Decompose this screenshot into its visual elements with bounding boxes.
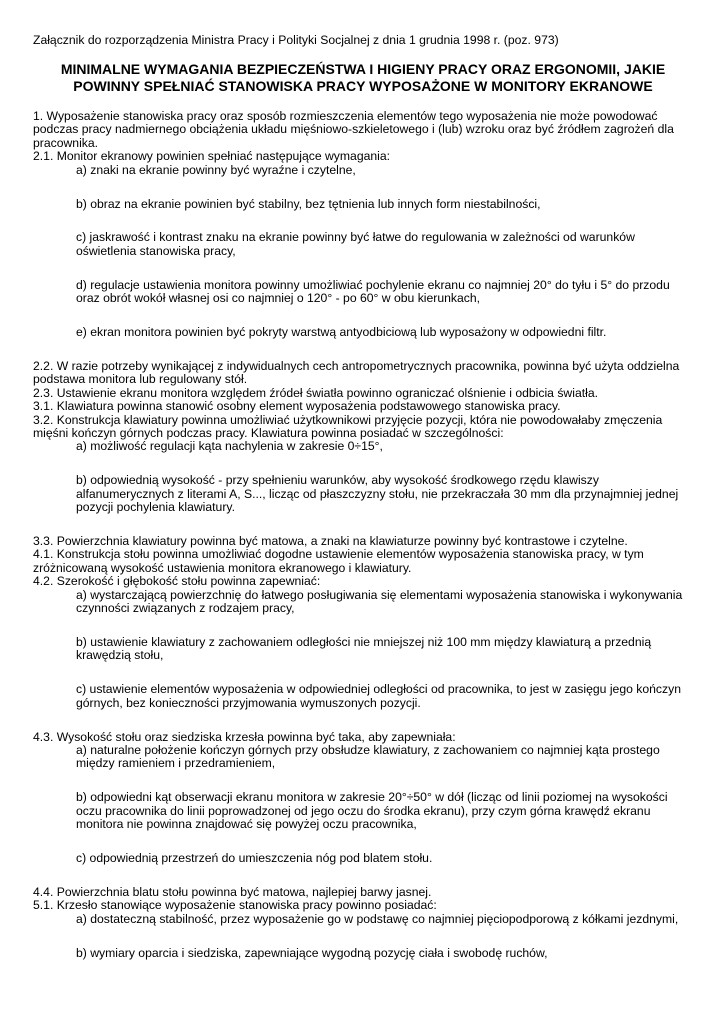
section-4-2-item-b: b) ustawienie klawiatury z zachowaniem odległości nie mniejszej niż 100 mm między klawiaturą a przednią krawędzią stołu,: [76, 634, 652, 663]
section-4-4: 4.4. Powierzchnia blatu stołu powinna być matowa, najlepiej barwy jasnej.: [33, 884, 432, 899]
section-5-1-item-b: b) wymiary oparcia i siedziska, zapewniające wygodną pozycję ciała i swobodę ruchów,: [76, 945, 548, 960]
section-1: 1. Wyposażenie stanowiska pracy oraz sposób rozmieszczenia elementów tego wyposażenia nie może powodować podczas pracy nadmiernego obciążenia układu mięśniowo-szkieletowego i (lub) wzroku oraz być źródłem zagrożeń dla pracownika.: [33, 109, 674, 150]
section-3-3: 3.3. Powierzchnia klawiatury powinna być matowa, a znaki na klawiaturze powinny być kontrastowe i czytelne.: [33, 534, 628, 549]
section-5-1: 5.1. Krzesło stanowiące wyposażenie stanowiska pracy powinno posiadać:: [33, 898, 437, 913]
section-2-1-item-a: a) znaki na ekranie powinny być wyraźne i czytelne,: [76, 162, 356, 177]
section-2-1: 2.1. Monitor ekranowy powinien spełniać następujące wymagania:: [33, 149, 391, 164]
section-5-1-item-a: a) dostateczną stabilność, przez wyposażenie go w podstawę co najmniej pięciopodporową z kółkami jezdnymi,: [76, 911, 679, 926]
section-2-1-item-b: b) obraz na ekranie powinien być stabilny, bez tętnienia lub innych form niestabilności,: [76, 196, 541, 211]
section-4-3-item-b: b) odpowiedni kąt obserwacji ekranu monitora w zakresie 20°÷50° w dół (licząc od linii poziomej na wysokości oczu pracownika do linii poprowadzonej od jego oczu do środka ekranu), przy czym górna krawędź ekranu monitora nie powinna znajdować się powyżej oczu pracownika,: [76, 790, 668, 832]
section-2-1-item-c: c) jaskrawość i kontrast znaku na ekranie powinny być łatwe do regulowania w zależności od warunków oświetlenia stanowiska pracy,: [76, 230, 635, 258]
section-2-1-item-e: e) ekran monitora powinien być pokryty warstwą antyodbiciową lub wyposażony w odpowiedni filtr.: [76, 325, 607, 340]
section-4-2-item-a: a) wystarczającą powierzchnię do łatwego posługiwania się elementami wyposażenia stanowiska i wykonywania czynności związanych z rodzajem pracy,: [76, 587, 683, 616]
section-4-3: 4.3. Wysokość stołu oraz siedziska krzesła powinna być taka, aby zapewniała:: [33, 729, 456, 744]
document-title: MINIMALNE WYMAGANIA BEZPIECZEŃSTWA I HIGIENY PRACY ORAZ ERGONOMII, JAKIE POWINNY SPEŁNIAĆ STANOWISKA PRACY WYPOSAŻONE W MONITORY EKRANOWE: [60, 61, 666, 94]
document-body: [33, 110, 693, 960]
header-note: Załącznik do rozporządzenia Ministra Pracy i Polityki Socjalnej z dnia 1 grudnia 1998 r. (poz. 973): [33, 33, 559, 47]
section-3-2: 3.2. Konstrukcja klawiatury powinna umożliwiać użytkownikowi przyjęcie pozycji, która nie powodowałaby zmęczenia mięśni kończyn górnych podczas pracy. Klawiatura powinna posiadać w szczególności:: [33, 412, 663, 440]
section-4-3-item-a: a) naturalne położenie kończyn górnych przy obsłudze klawiatury, z zachowaniem co najmniej kąta prostego między ramieniem i przedramieniem,: [76, 743, 660, 771]
section-4-3-item-c: c) odpowiednią przestrzeń do umieszczenia nóg pod blatem stołu.: [76, 851, 433, 866]
section-2-2: 2.2. W razie potrzeby wynikającej z indywidualnych cech antropometrycznych pracownika, powinna być użyta oddzielna podstawa monitora lub regulowany stół.: [33, 358, 680, 387]
section-2-1-item-d: d) regulacje ustawienia monitora powinny umożliwiać pochylenie ekranu co najmniej 20° do tyłu i 5° do przodu oraz obrót wokół własnej osi co najmniej o 120° - po 60° w obu kierunkach,: [76, 277, 670, 306]
section-4-1: 4.1. Konstrukcja stołu powinna umożliwiać dogodne ustawienie elementów wyposażenia stanowiska pracy, w tym zróżnicowaną wysokość ustawienia monitora ekranowego i klawiatury.: [33, 547, 644, 575]
section-2-3: 2.3. Ustawienie ekranu monitora względem źródeł światła powinno ograniczać olśnienie i odbicia światła.: [33, 385, 598, 400]
section-4-2-item-c: c) ustawienie elementów wyposażenia w odpowiedniej odległości od pracownika, to jest w zasięgu jego kończyn górnych, bez konieczności przyjmowania wymuszonych pozycji.: [76, 682, 681, 710]
section-4-2: 4.2. Szerokość i głębokość stołu powinna zapewniać:: [33, 574, 321, 589]
section-3-2-item-a: a) możliwość regulacji kąta nachylenia w zakresie 0÷15°,: [76, 439, 383, 454]
section-3-1: 3.1. Klawiatura powinna stanowić osobny element wyposażenia podstawowego stanowiska pracy.: [33, 399, 561, 414]
section-3-2-item-b: b) odpowiednią wysokość - przy spełnieniu warunków, aby wysokość środkowego rzędu klawiszy alfanumerycznych z literami A, S..., licząc od płaszczyzny stołu, nie przekraczała 30 mm dla przynajmniej jednej pozycji pochylenia klawiatury.: [76, 473, 679, 515]
